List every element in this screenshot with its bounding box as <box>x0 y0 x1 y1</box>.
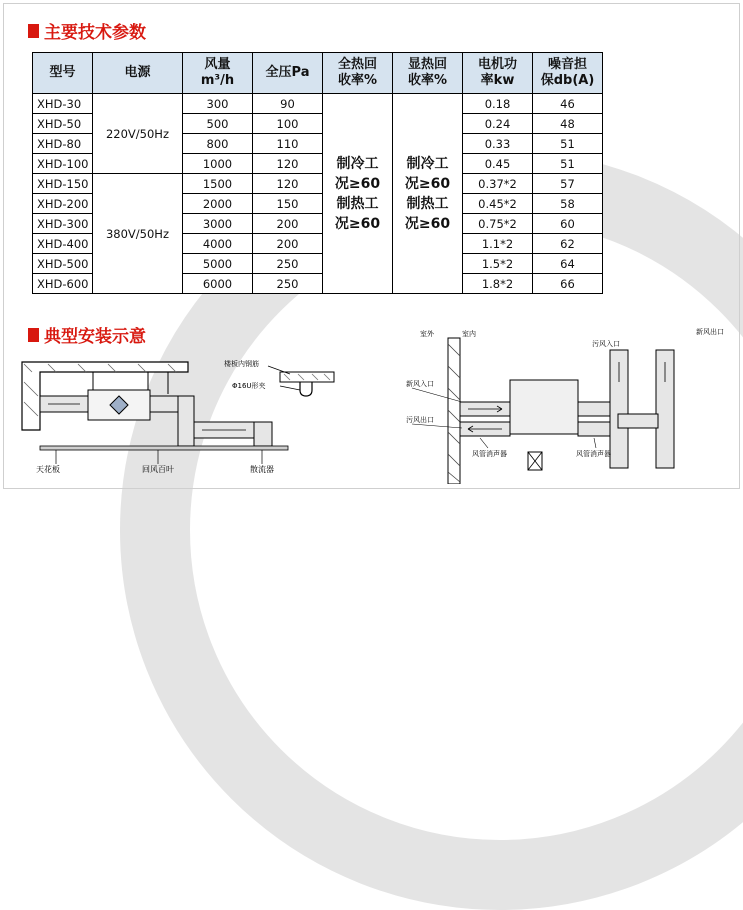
section-title-params <box>28 18 146 43</box>
cell-airflow: 800 <box>183 134 253 154</box>
cell-sensible-heat-recovery: 制冷工 况≥60 制热工 况≥60 <box>393 94 463 294</box>
header-total-heat: 全热回 收率% <box>323 53 393 94</box>
label-ceiling: 天花板 <box>36 465 60 474</box>
label-louver: 回风百叶 <box>142 465 174 474</box>
cell-model: XHD-150 <box>33 174 93 194</box>
cell-noise: 51 <box>533 134 603 154</box>
header-motor: 电机功 率kw <box>463 53 533 94</box>
hanger-detail <box>268 366 334 396</box>
cell-airflow: 5000 <box>183 254 253 274</box>
header-pressure: 全压Pa <box>253 53 323 94</box>
header-noise: 噪音担 保db(A) <box>533 53 603 94</box>
cell-model: XHD-30 <box>33 94 93 114</box>
unit-box-icon <box>528 452 542 470</box>
label-hanger: Φ16U形夹 <box>232 382 266 390</box>
cell-airflow: 3000 <box>183 214 253 234</box>
table-row <box>33 94 603 114</box>
cell-pressure: 120 <box>253 154 323 174</box>
ceiling-board <box>40 446 288 450</box>
section-marker-icon <box>28 24 39 38</box>
header-sensible-heat: 显热回 收率% <box>393 53 463 94</box>
cell-motor: 0.18 <box>463 94 533 114</box>
section-title-text: 主要技术参数 <box>44 23 146 43</box>
label-silencer-right: 风管消声器 <box>576 450 611 458</box>
cell-noise: 46 <box>533 94 603 114</box>
label-rebar: 楼板内钢筋 <box>224 360 259 368</box>
cell-power-group: 380V/50Hz <box>93 174 183 294</box>
cell-pressure: 90 <box>253 94 323 114</box>
cell-model: XHD-80 <box>33 134 93 154</box>
cell-motor: 0.45*2 <box>463 194 533 214</box>
cell-pressure: 200 <box>253 234 323 254</box>
cell-noise: 66 <box>533 274 603 294</box>
label-leader-lines <box>56 450 262 464</box>
cell-pressure: 250 <box>253 274 323 294</box>
install-diagram-plan <box>398 322 736 484</box>
install-diagram-side <box>18 352 338 484</box>
label-exhaust-in: 污风入口 <box>592 340 620 348</box>
cell-noise: 57 <box>533 174 603 194</box>
cell-airflow: 4000 <box>183 234 253 254</box>
cell-power-group: 220V/50Hz <box>93 94 183 174</box>
cell-model: XHD-100 <box>33 154 93 174</box>
cell-noise: 60 <box>533 214 603 234</box>
cell-airflow: 500 <box>183 114 253 134</box>
cell-motor: 0.24 <box>463 114 533 134</box>
header-model: 型号 <box>33 53 93 94</box>
duct-run <box>40 390 272 446</box>
cell-noise: 62 <box>533 234 603 254</box>
cell-motor: 0.37*2 <box>463 174 533 194</box>
cell-noise: 64 <box>533 254 603 274</box>
cell-motor: 0.45 <box>463 154 533 174</box>
cell-model: XHD-500 <box>33 254 93 274</box>
table-header-row <box>33 53 603 94</box>
cell-noise: 51 <box>533 154 603 174</box>
ventilator-unit <box>510 380 578 434</box>
cell-model: XHD-400 <box>33 234 93 254</box>
cell-airflow: 300 <box>183 94 253 114</box>
cell-model: XHD-200 <box>33 194 93 214</box>
params-table <box>32 52 603 294</box>
cell-pressure: 200 <box>253 214 323 234</box>
label-outdoor: 室外 <box>420 330 434 338</box>
section-title-text: 典型安装示意 <box>44 327 146 347</box>
cell-motor: 1.5*2 <box>463 254 533 274</box>
cell-motor: 0.75*2 <box>463 214 533 234</box>
cell-pressure: 150 <box>253 194 323 214</box>
cell-total-heat-recovery: 制冷工 况≥60 制热工 况≥60 <box>323 94 393 294</box>
cell-model: XHD-600 <box>33 274 93 294</box>
label-indoor: 室内 <box>462 330 476 338</box>
wall <box>448 338 460 484</box>
label-fresh-in: 新风入口 <box>406 380 434 388</box>
cell-pressure: 100 <box>253 114 323 134</box>
header-power: 电源 <box>93 53 183 94</box>
cell-model: XHD-300 <box>33 214 93 234</box>
section-title-install <box>28 322 146 347</box>
cell-pressure: 250 <box>253 254 323 274</box>
label-fresh-out: 新风出口 <box>696 328 724 336</box>
cell-airflow: 1000 <box>183 154 253 174</box>
cell-airflow: 1500 <box>183 174 253 194</box>
cell-motor: 1.1*2 <box>463 234 533 254</box>
label-exhaust-out: 污风出口 <box>406 416 434 424</box>
cell-noise: 48 <box>533 114 603 134</box>
section-marker-icon <box>28 328 39 342</box>
cell-model: XHD-50 <box>33 114 93 134</box>
cell-pressure: 120 <box>253 174 323 194</box>
cell-airflow: 2000 <box>183 194 253 214</box>
cell-motor: 1.8*2 <box>463 274 533 294</box>
cell-motor: 0.33 <box>463 134 533 154</box>
table-row <box>33 174 603 194</box>
cell-pressure: 110 <box>253 134 323 154</box>
cell-noise: 58 <box>533 194 603 214</box>
cell-airflow: 6000 <box>183 274 253 294</box>
header-airflow: 风量 m³/h <box>183 53 253 94</box>
label-silencer-left: 风管消声器 <box>472 450 507 458</box>
label-diffuser: 散流器 <box>250 465 274 474</box>
